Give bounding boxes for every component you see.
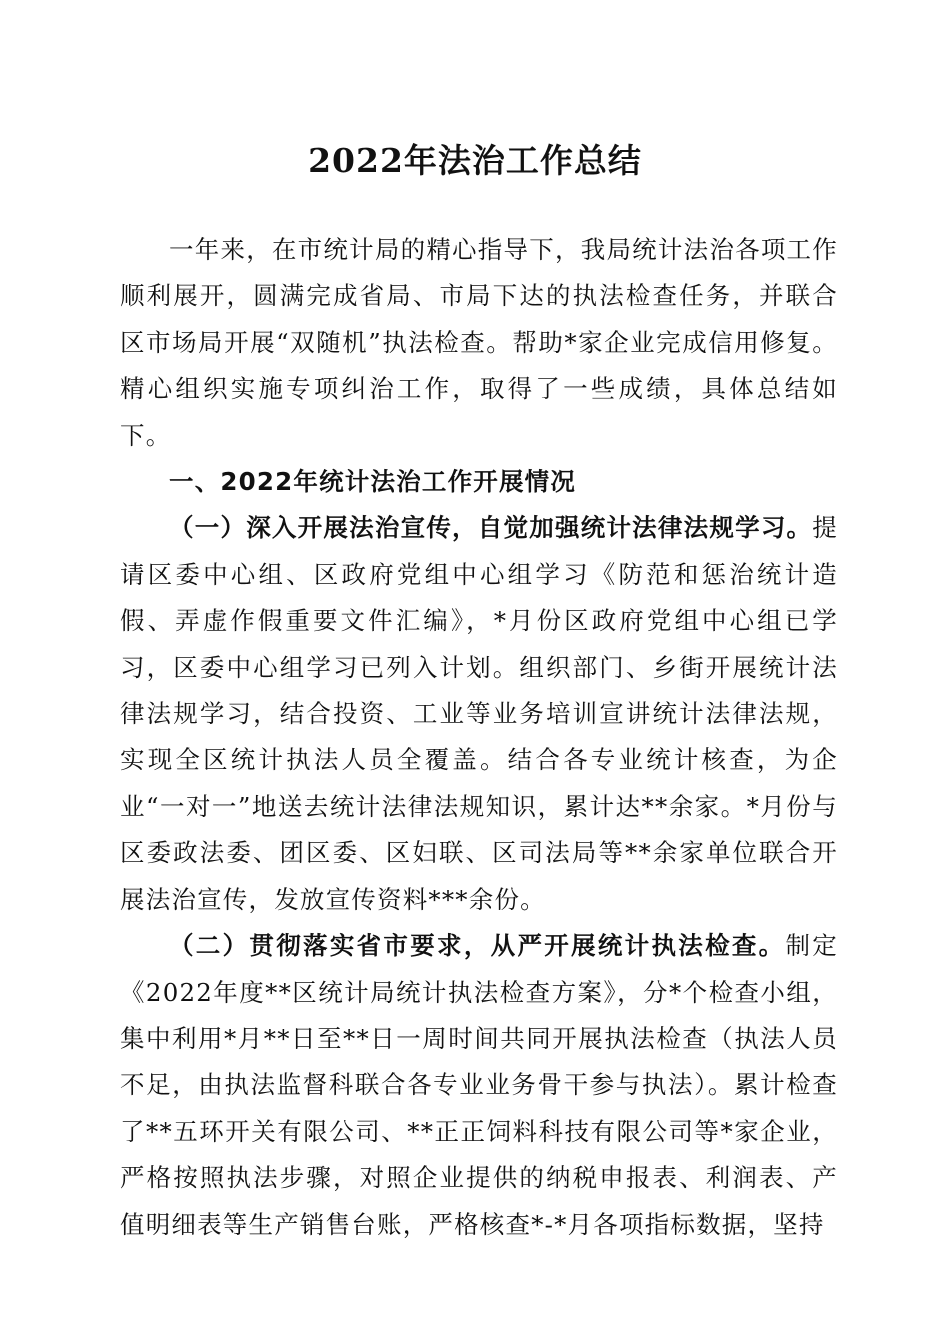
document-body [120,227,838,1248]
paragraph-item-2 [120,923,838,1248]
item-1-body: 提请区委中心组、区政府党组中心组学习《防范和惩治统计造假、弄虚作假重要文件汇编》，*月份区政府党组中心组已学习，区委中心组学习已列入计划。组织部门、乡街开展统计法律法规学习，结合投资、工业等业务培训宣讲统计法律法规，实现全区统计执法人员全覆盖。结合各专业统计核查，为企业“一对一”地送去统计法律法规知识，累计达**余家。*月份与区委政法委、团区委、区妇联、区司法局等**余家单位联合开展法治宣传，发放宣传资料***余份。 [120,513,838,914]
item-2-body: 制定《2022年度**区统计局统计执法检查方案》，分*个检查小组，集中利用*月**日至**日一周时间共同开展执法检查（执法人员不足，由执法监督科联合各专业业务骨干参与执法）。累计检查了**五环开关有限公司、**正正饲料科技有限公司等*家企业，严格按照执法步骤，对照企业提供的纳税申报表、利润表、产值明细表等生产销售台账，严格核查*-*月各项指标数据，坚持 [120,931,838,1239]
intro-paragraph: 一年来，在市统计局的精心指导下，我局统计法治各项工作顺利展开，圆满完成省局、市局下达的执法检查任务，并联合区市场局开展“双随机”执法检查。帮助*家企业完成信用修复。精心组织实施专项纠治工作，取得了一些成绩，具体总结如下。 [120,235,838,450]
section-heading: 一、2022年统计法治工作开展情况 [169,467,577,497]
item-2-heading: （二）贯彻落实省市要求，从严开展统计执法检查。 [169,931,786,961]
document-title: 2022年法治工作总结 [308,141,642,180]
paragraph-item-1 [120,505,838,923]
item-1-heading: （一）深入开展法治宣传，自觉加强统计法律法规学习。 [169,513,813,543]
